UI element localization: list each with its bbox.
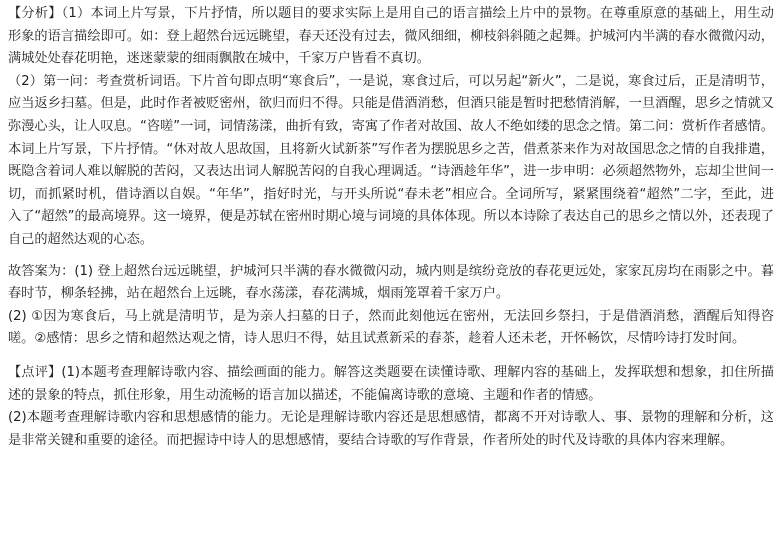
answer-paragraph-2: (2) ①因为寒食后，马上就是清明节，是为亲人扫墓的日子，然而此刻他远在密州，无法回乡祭扫，于是借酒消愁，酒醒后知得咨嗟。②感情：思乡之情和超然达观之情，诗人思归不得，姑且试煮新采的春茶，趁着人还未老，开怀畅饮，尽情吟诗打发时间。 (8, 308, 774, 347)
analysis-paragraph-2: （2）第一问：考查赏析词语。下片首句即点明“寒食后”，一是说，寒食过后，可以另起“新火”，二是说，寒食过后，正是清明节，应当返乡扫墓。但是，此时作者被贬密州，欲归而归不得。只能是借酒消愁，但酒只能是暂时把愁情消解，一旦酒醒，思乡之情就又弥漫心头，让人叹息。“咨嗟”一词，词情荡漾，曲折有致，寄寓了作者对故国、故人不绝如缕的思念之情。第二问：赏析作者感情。本词上片写景，下片抒情。“休对故人思故国，且将新火试新茶”写作者为摆脱思乡之苦，借煮茶来作为对故国思念之情的自我排遣，既隐含着词人难以解脱的苦闷，又表达出词人解脱苦闷的自我心理调适。“诗酒趁年华”，进一步申明：必须超然物外，忘却尘世间一切，而抓紧时机，借诗酒以自娱。“年华”，指好时光，与开头所说“春未老”相应合。全词所写，紧紧围绕着“超然”二字，至此，进入了“超然”的最高境界。这一境界，便是苏轼在密州时期心境与词境的具体体现。所以本诗除了表达自己的思乡之情以外，还表现了自己的超然达观的心态。 (8, 73, 774, 247)
analysis-section (8, 3, 774, 252)
analysis-paragraph-1: 【分析】（1）本词上片写景，下片抒情，所以题目的要求实际上是用自己的语言描绘上片中的景物。在尊重原意的基础上，用生动形象的语言描绘即可。如：登上超然台远远眺望，春天还没有过去，微风细细，柳枝斜斜随之起舞。护城河内半满的春水微微闪动，满城处处春花明艳，迷迷蒙蒙的细雨飘散在城中，千家万户皆看不真切。 (8, 6, 774, 67)
comment-paragraph-1: 【点评】(1)本题考查理解诗歌内容、描绘画面的能力。解答这类题要在读懂诗歌、理解内容的基础上，发挥联想和想象，扣住所描述的景象的特点，抓住形象，用生动流畅的语言加以描述，不能偏离诗歌的意境、主题和作者的情感。 (8, 364, 774, 403)
answer-paragraph-1: 故答案为：(1) 登上超然台远远眺望，护城河只半满的春水微微闪动，城内则是缤纷竞放的春花更远处，家家瓦房均在雨影之中。暮春时节，柳条轻拂，站在超然台上远眺，春水荡漾，春花满城，烟雨笼罩着千家万户。 (8, 263, 774, 302)
comment-paragraph-2: (2)本题考查理解诗歌内容和思想感情的能力。无论是理解诗歌内容还是思想感情，都离不开对诗歌人、事、景物的理解和分析，这是非常关键和重要的途径。而把握诗中诗人的思想感情，要结合诗歌的写作背景，作者所处的时代及诗歌的具体内容来理解。 (8, 410, 774, 448)
answer-section (8, 261, 774, 351)
comment-section (8, 362, 774, 452)
